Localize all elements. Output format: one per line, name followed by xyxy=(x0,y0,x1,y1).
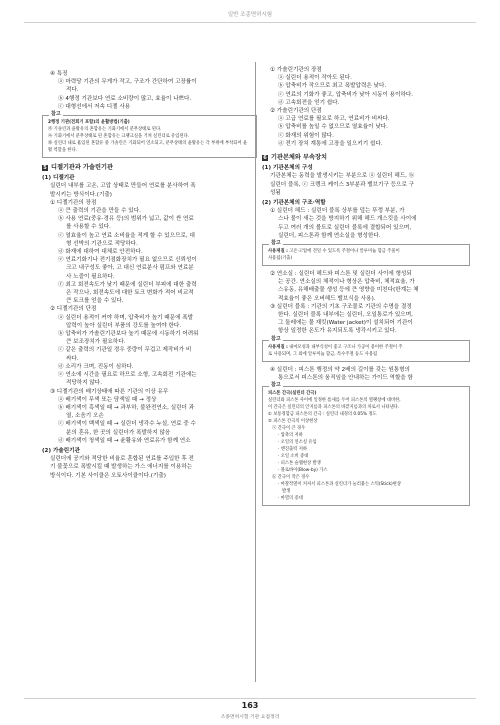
text-line: 실린더 내부를 고온, 고압 상태로 만들어 연료를 분사하여 폭 xyxy=(50,183,196,190)
note-line xyxy=(268,248,464,255)
text-line: ② 디젤기관의 단점 xyxy=(50,306,97,313)
text-line: ⓐ 마력당 기관의 무게가 작고, 구조가 간단하여 고장률이 xyxy=(58,79,197,86)
text-line: ⓓ 화재에 대하여 대체로 안전하다. xyxy=(58,249,143,256)
note-line: · 피스톤 슬랩현상 발생 xyxy=(278,461,321,467)
note-text: 내마모성과 내부식성이 좋고 구조나 가공이 용이한 주철이 주 xyxy=(289,344,403,350)
left-column xyxy=(42,70,257,480)
text-line: ① 가솔린기관의 장점 xyxy=(270,67,322,73)
section-title: 기관본체와 부속장치 xyxy=(271,154,327,162)
text-line: 은 작으나, 회전속도에 대한 토크 변화가 적어 비교적 xyxy=(66,290,194,297)
right-intro-lines xyxy=(262,66,470,148)
text-line: 항상 일정한 온도가 유지되도록 냉각시키고 있다. xyxy=(278,328,397,335)
text-line: 를 사용할 수 있다. xyxy=(66,224,111,231)
subsection-heading: (1) 기관본체의 구성 xyxy=(262,165,313,172)
text-line: ⓕ 최고 회전속도가 낮기 때문에 실린더 부피에 대한 출력 xyxy=(58,281,197,288)
text-line: ⓑ 사용 연료(중유·경유 등)의 범위가 넓고, 값이 싼 연료 xyxy=(58,216,194,223)
note-tag: 참고 xyxy=(271,335,281,342)
note-line: 사용됨(기출) xyxy=(268,256,293,262)
header-title: 일반 조종면허시험 xyxy=(227,12,273,18)
note-line: 실린더와 피스톤 사이에 일정한 틈새를 두어 피스톤의 열팽창에 대비한, xyxy=(268,398,401,404)
text-line: 성됨 xyxy=(270,189,281,196)
text-line: ④ 실린더 : 피스톤 행정의 약 2배의 길이를 갖는 원통형의 xyxy=(270,366,410,373)
text-line: 그 둘레에는 물 재킷(Water jacket)이 설치되어 기관이 xyxy=(278,320,413,327)
note-title: 2행정 기관(전회기 포함)의 윤활방법(기출) xyxy=(48,120,130,126)
note-lines xyxy=(268,397,464,502)
right-body-lines-2 xyxy=(262,270,470,336)
note-line: ⓐ 간극이 큰 경우 xyxy=(272,426,306,432)
section-number: 5 xyxy=(43,165,47,172)
text-line: 두고 여러 개의 볼트로 실린더 블록에 결합되어 있으며, xyxy=(278,224,412,231)
note-box-2 xyxy=(262,240,470,266)
text-line: 적효율이 좋은 오버헤드 밸브식을 사용). xyxy=(278,295,376,302)
text-line: ③ 실린더 블록 : 기관의 기초 구조물로 기관의 수명을 결정 xyxy=(270,303,412,310)
text-line: ⓑ 4행정 기관보다 연료 소비량이 많고, 효율이 나쁘다. xyxy=(58,95,192,102)
text-line: 한다. 실린더 블록 내부에는 실린더, 오일통로가 있으며, xyxy=(278,312,413,319)
text-line: ⓑ 압축비가 가솔린기관보다 높기 때문에 시동하기 어려워 xyxy=(58,331,199,338)
right-column xyxy=(262,66,470,510)
left-body-lines xyxy=(42,174,257,480)
note-text: 고온·고압에 견딜 수 있도록 주철이나 알루미늄 합금 주물이 xyxy=(289,249,400,255)
subsection-heading: (1) 디젤기관 xyxy=(42,175,75,182)
note-line: · 오일의 연소실 유입 xyxy=(278,440,317,446)
section-heading-5 xyxy=(42,164,257,172)
text-line: ⓔ 연료기화기나 전기점화장치가 필요 없으므로 신뢰성이 xyxy=(58,257,197,264)
page-number: 163 xyxy=(241,701,259,710)
text-line: ⓒ 열효율이 높고 연료 소비율을 적게 할 수 있으므로, 대 xyxy=(58,232,195,239)
text-line: ⓐ 실린더 용적이 커야 하며, 압축비가 높기 때문에 폭발 xyxy=(58,314,194,321)
text-line: ④ 특징 xyxy=(50,71,68,77)
note-line xyxy=(268,344,464,351)
note-line: ㉯ 기화기에서 분무상태로 된 혼합유는 크랭크실을 거쳐 실린더로 유입된다. xyxy=(48,134,190,140)
text-line: ② 가솔린기관의 단점 xyxy=(270,108,322,115)
subsection-heading: (2) 기관본체의 구조·역할 xyxy=(262,200,326,207)
text-line: 사 노즐이 필요하다. xyxy=(66,273,115,280)
note-line: ⓑ 간극이 작은 경우 xyxy=(272,475,310,481)
note-tag: 참고 xyxy=(271,382,281,389)
note-line: 로 사용되며, 그 외에 알루미늄 합금, 특수주철 등도 사용됨 xyxy=(268,351,378,357)
text-line: 분의 혼유, 한 곳의 실린더가 폭발하지 않음 xyxy=(66,429,171,436)
note-line: ㉰ 실린더 내로 흡입된 혼합유 중 가솔린은 기화되어 연소되고, 분무상태의 윤활유는 각 부위에 부착되어 윤활 역할을 한다. xyxy=(48,141,248,154)
text-line: 는 공간. 연소실의 체적이나 형상은 압축비, 체적효율, 가 xyxy=(278,279,415,286)
header-rule xyxy=(24,22,476,23)
text-line: ⓑ 배기색이 흑색일 때 → 과부하, 불완전연소, 실린더 과 xyxy=(58,404,195,411)
text-line: ⓑ 압축비를 높일 수 없으므로 열효율이 낮다. xyxy=(278,124,388,131)
text-line: ⓐ 큰 출력의 기관을 만들 수 있다. xyxy=(58,208,141,215)
section-number: 6 xyxy=(263,155,267,162)
section-title: 디젤기관과 가솔린기관 xyxy=(51,164,113,172)
text-line: ⓓ 소리가 크며, 진동이 심하다. xyxy=(58,363,134,370)
text-line: ① 디젤기관의 장점 xyxy=(50,199,97,206)
right-body-lines-1 xyxy=(262,164,470,240)
note-title: 피스톤 간극(실린더 간극) xyxy=(268,391,317,397)
text-line: ⓐ 고급 연료를 필요로 하고, 연료비가 비싸다. xyxy=(278,116,390,123)
left-intro-lines xyxy=(42,70,257,111)
text-line: 적다. xyxy=(66,87,79,94)
text-line: 기 불꽃으로 폭발시킬 때 발생하는 가스 에너지를 이용하는 xyxy=(50,464,193,471)
text-line: 기관본체는 동력을 발생시키는 부분으로 ⓐ 실린더 헤드, ⓑ xyxy=(270,173,415,180)
text-line: 실린더 블록, ⓒ 크랭크 케이스 3부분과 밸브기구 등으로 구 xyxy=(270,181,415,188)
text-line: 싸다. xyxy=(66,355,79,362)
footer-title: 조종면허시험 기관 요점정리 xyxy=(220,715,280,720)
text-line: ⓒ 같은 출력의 기관일 경우 중량이 무겁고 제작비가 비 xyxy=(58,347,192,354)
text-line: ① 실린더 헤드 : 실린더 블록 상부를 덮는 뚜껑 부분, 가 xyxy=(270,208,405,215)
text-line: 스나 물이 새는 것을 방지하기 위해 헤드 개스킷을 사이에 xyxy=(278,216,417,223)
note-line: · 엔진출력 저하 xyxy=(278,447,308,453)
note-title: 사용재질 : xyxy=(268,344,288,350)
text-line: 통으로서 피스톤의 움직임을 안내하는 가이드 역할을 함 xyxy=(278,374,413,381)
text-line: ② 연소실 : 실린더 헤드와 피스톤 및 실린더 사이에 형성되 xyxy=(270,271,412,278)
text-line: 형 선박의 기관으로 적당하다. xyxy=(66,240,138,247)
text-line: 방식이다. 기본 사이클은 오토사이클이다.(기출) xyxy=(50,472,166,479)
text-line: ⓑ 압축비가 작으므로 최고 폭발압력은 낮다. xyxy=(278,83,387,90)
text-line: 적당하지 않다. xyxy=(66,380,102,387)
text-line: ⓒ 배기색이 백색일 때 → 실린더 냉각수 누설, 연료 중 수 xyxy=(58,421,196,428)
text-line: ⓓ 전기 장치 계통에 고장을 일으키기 쉽다. xyxy=(278,140,383,147)
text-line: ⓐ 배기색이 무색 또는 담색일 때 → 정상 xyxy=(58,396,157,403)
text-line: 압력이 높아 실린더 부품의 강도를 높여야 한다. xyxy=(66,322,182,329)
text-line: 실린더에 공기와 적당한 비율로 혼합된 연료를 주입한 후 전 xyxy=(50,456,194,463)
text-line: 큰 보조장치가 필요하다. xyxy=(66,339,126,346)
note-box-4 xyxy=(262,382,470,506)
text-line: ⓒ 화재의 위험이 많다. xyxy=(278,132,334,139)
note-line: 발생 xyxy=(282,489,291,495)
subsection-heading: (2) 가솔린기관 xyxy=(42,447,80,454)
note-tag: 참고 xyxy=(51,111,61,118)
note-box-1 xyxy=(42,111,257,158)
text-line: ⓐ 실린더 용적이 작아도 된다. xyxy=(278,75,352,82)
text-line: ⓓ 배기색이 청색일 때 → 윤활유와 연료유가 함께 연소 xyxy=(58,437,191,444)
note-tag: 참고 xyxy=(271,240,281,247)
text-line: 크고 내구성도 좋아, 고 대신 연료분사 펌프와 연료분 xyxy=(66,265,194,272)
note-line: 이 간극은 실린더의 안지름과 피스톤의 바깥지름과의 차로서 나타낸다. xyxy=(268,405,400,411)
text-line: ⓔ 연소에 시간을 필요로 하므로 소형, 고속회전 기관에는 xyxy=(58,372,197,379)
text-line: ⓒ 대형선에서 저속 디젤 사용 xyxy=(58,103,131,110)
note-line: ① 보통경합금 피스톤의 간극 : 실린더 내경의 0.05% 정도 xyxy=(268,412,377,418)
text-line: ⓓ 고속회전을 얻기 쉽다. xyxy=(278,99,340,106)
text-line: 스유동, 유해배출물 생성 등에 큰 영향을 미친다(한계는 체 xyxy=(278,287,419,294)
note-line: ② 피스톤 간극의 이상현상 xyxy=(268,419,318,425)
text-line: 큰 토크를 얻을 수 있다. xyxy=(66,298,124,305)
note-line: · 마찰작열이 커져서 피스톤과 실린더가 눌러붙는 스틱(Stick)현상 xyxy=(278,482,401,488)
note-title: 사용재질 : xyxy=(268,249,288,255)
text-line: 열, 소음기 오손 xyxy=(66,413,104,420)
note-line: · 압축의 저하 xyxy=(278,433,303,439)
right-body-lines-3 xyxy=(262,366,470,382)
text-line: 실린더, 피스톤과 함께 연소실을 형성한다. xyxy=(278,232,381,239)
note-line: · 오일 소비 증대 xyxy=(278,454,309,460)
text-line: 발시키는 방식이다.(기출) xyxy=(50,191,112,198)
note-line: · 블로바이(Blow-by) 가스 xyxy=(278,468,328,474)
text-line: ③ 디젤기관의 배기상태에 따른 기관의 이상 유무 xyxy=(50,388,169,395)
footer-rule xyxy=(24,698,476,699)
section-heading-6 xyxy=(262,154,470,162)
note-line: ㉮ 기솔린과 윤활유의 혼합유는 기화기에서 분무상태로 된다. xyxy=(48,127,162,133)
text-line: ⓒ 연료의 기화가 좋고, 압축비가 낮아 시동이 용이하다. xyxy=(278,91,414,98)
note-box-3 xyxy=(262,335,470,362)
note-line: · 마멸의 증대 xyxy=(278,496,303,502)
